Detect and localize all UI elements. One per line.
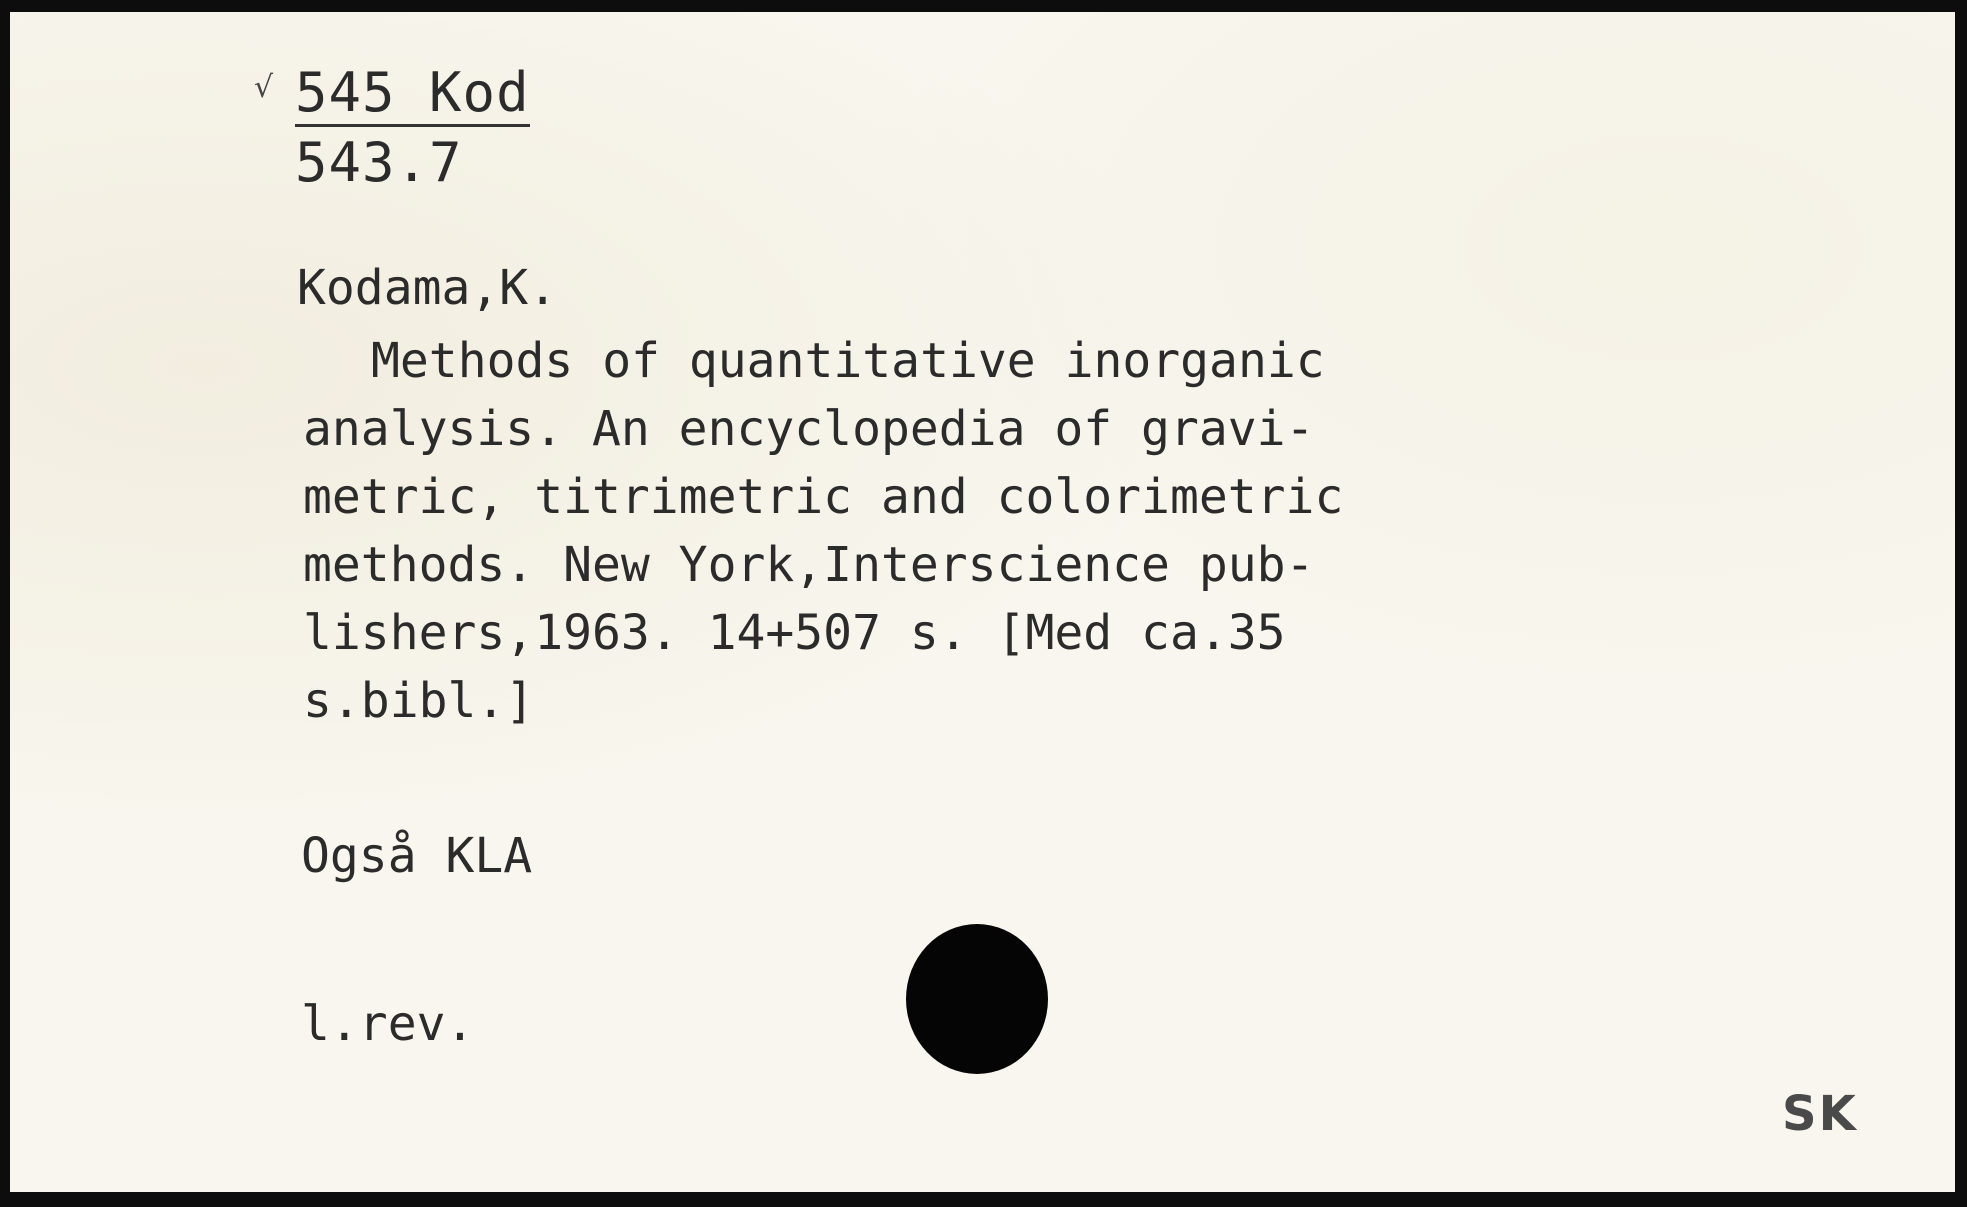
description-line: Methods of quantitative inorganic	[371, 333, 1325, 389]
description-line: methods. New York,Interscience pub-	[303, 537, 1315, 593]
catalog-card	[10, 12, 1955, 1192]
check-mark: √	[254, 70, 274, 105]
also-note: Også KLA	[301, 828, 533, 884]
description-line: lishers,1963. 14+507 s. [Med ca.35	[303, 605, 1286, 661]
punch-hole	[906, 924, 1048, 1074]
revision-note: l.rev.	[301, 996, 475, 1052]
description-line: s.bibl.]	[303, 673, 535, 729]
library-stamp: SK	[1782, 1086, 1858, 1142]
bibliographic-description	[303, 327, 1343, 735]
description-line: metric, titrimetric and colorimetric	[303, 469, 1344, 525]
author-name: Kodama,K.	[297, 260, 558, 316]
call-number-secondary: 543.7	[295, 131, 463, 194]
description-line: analysis. An encyclopedia of gravi-	[303, 401, 1315, 457]
call-number-primary: 545 Kod	[295, 66, 530, 127]
